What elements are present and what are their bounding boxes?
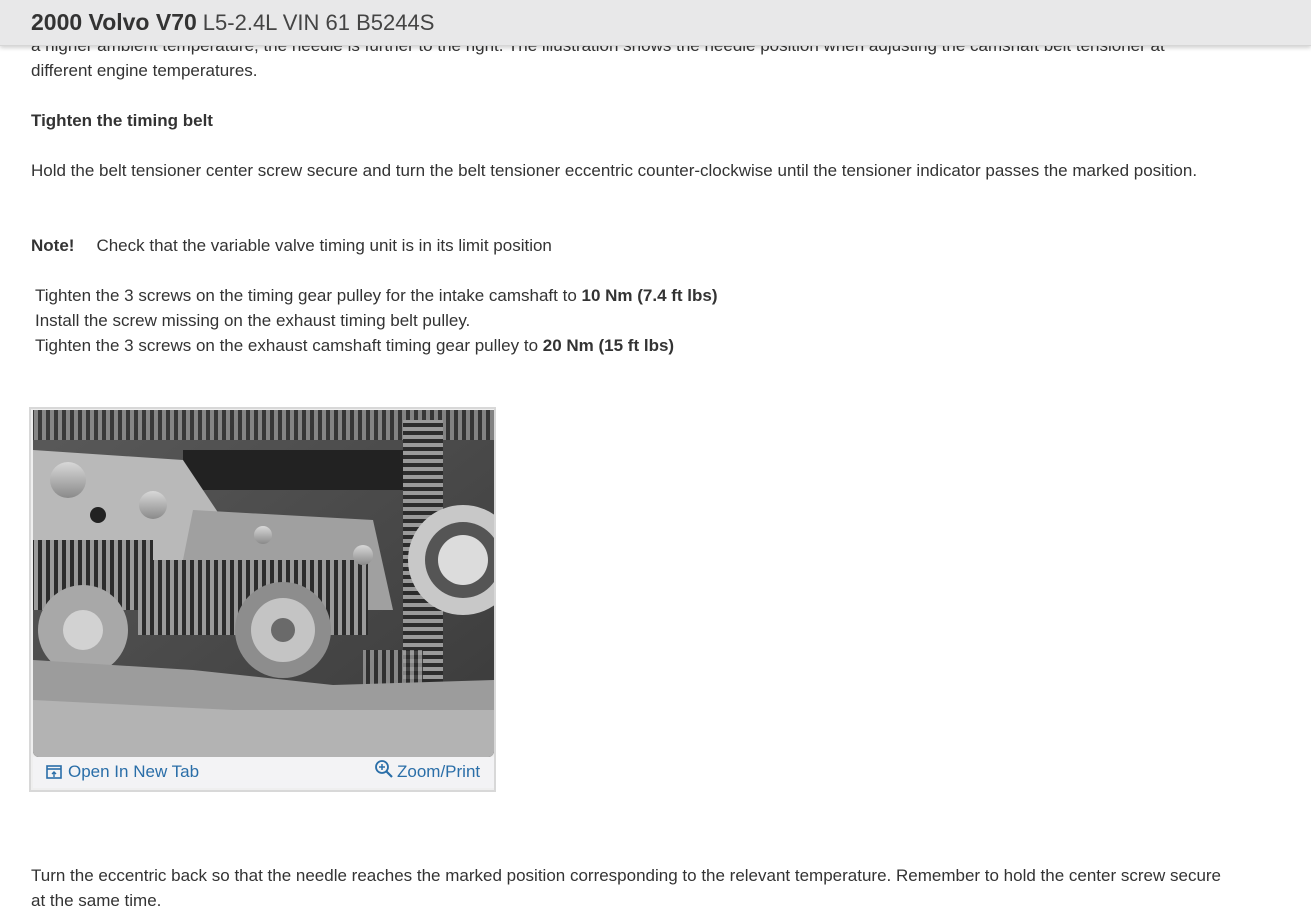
paragraph-temperatures: different engine temperatures. [31,61,258,80]
zoom-print-label: Zoom/Print [397,762,481,781]
zoom-print-link[interactable] [374,762,480,782]
vehicle-title: 2000 Volvo V70 [31,9,197,35]
step-text: Tighten the 3 screws on the timing gear pulley for the intake camshaft to [35,286,582,305]
step-install-screw: Install the screw missing on the exhaust timing belt pulley. [35,311,471,330]
page-header [0,0,1311,46]
paragraph-hold-tensioner: Hold the belt tensioner center screw secure and turn the belt tensioner eccentric counter-clockwise until the tensioner indicator passes the marked position. [31,161,1198,180]
open-new-tab-label: Open In New Tab [68,762,200,781]
timing-belt-photo[interactable] [33,410,494,757]
step-exhaust-screws [35,333,1230,358]
torque-spec: 10 Nm (7.4 ft lbs) [581,286,718,305]
step-intake-screws [35,283,1230,308]
note-block [31,233,1226,258]
paragraph-turn-eccentric: Turn the eccentric back so that the needle reaches the marked position corresponding to the relevant temperature. Remember to hold the center screw secure at the same time. [31,866,1222,910]
open-new-tab-icon [46,765,62,779]
torque-spec: 20 Nm (15 ft lbs) [542,336,675,355]
heading-tighten-belt: Tighten the timing belt [31,111,213,130]
figure-timing-belt [29,407,496,792]
note-label: Note! [31,236,75,255]
step-text: Tighten the 3 screws on the exhaust camshaft timing gear pulley to [35,336,543,355]
vehicle-engine: L5-2.4L VIN 61 B5244S [202,9,435,35]
figure-toolbar [33,757,494,788]
open-new-tab-link[interactable] [46,762,199,782]
zoom-icon [374,759,394,779]
note-text: Check that the variable valve timing unit is in its limit position [96,236,552,255]
